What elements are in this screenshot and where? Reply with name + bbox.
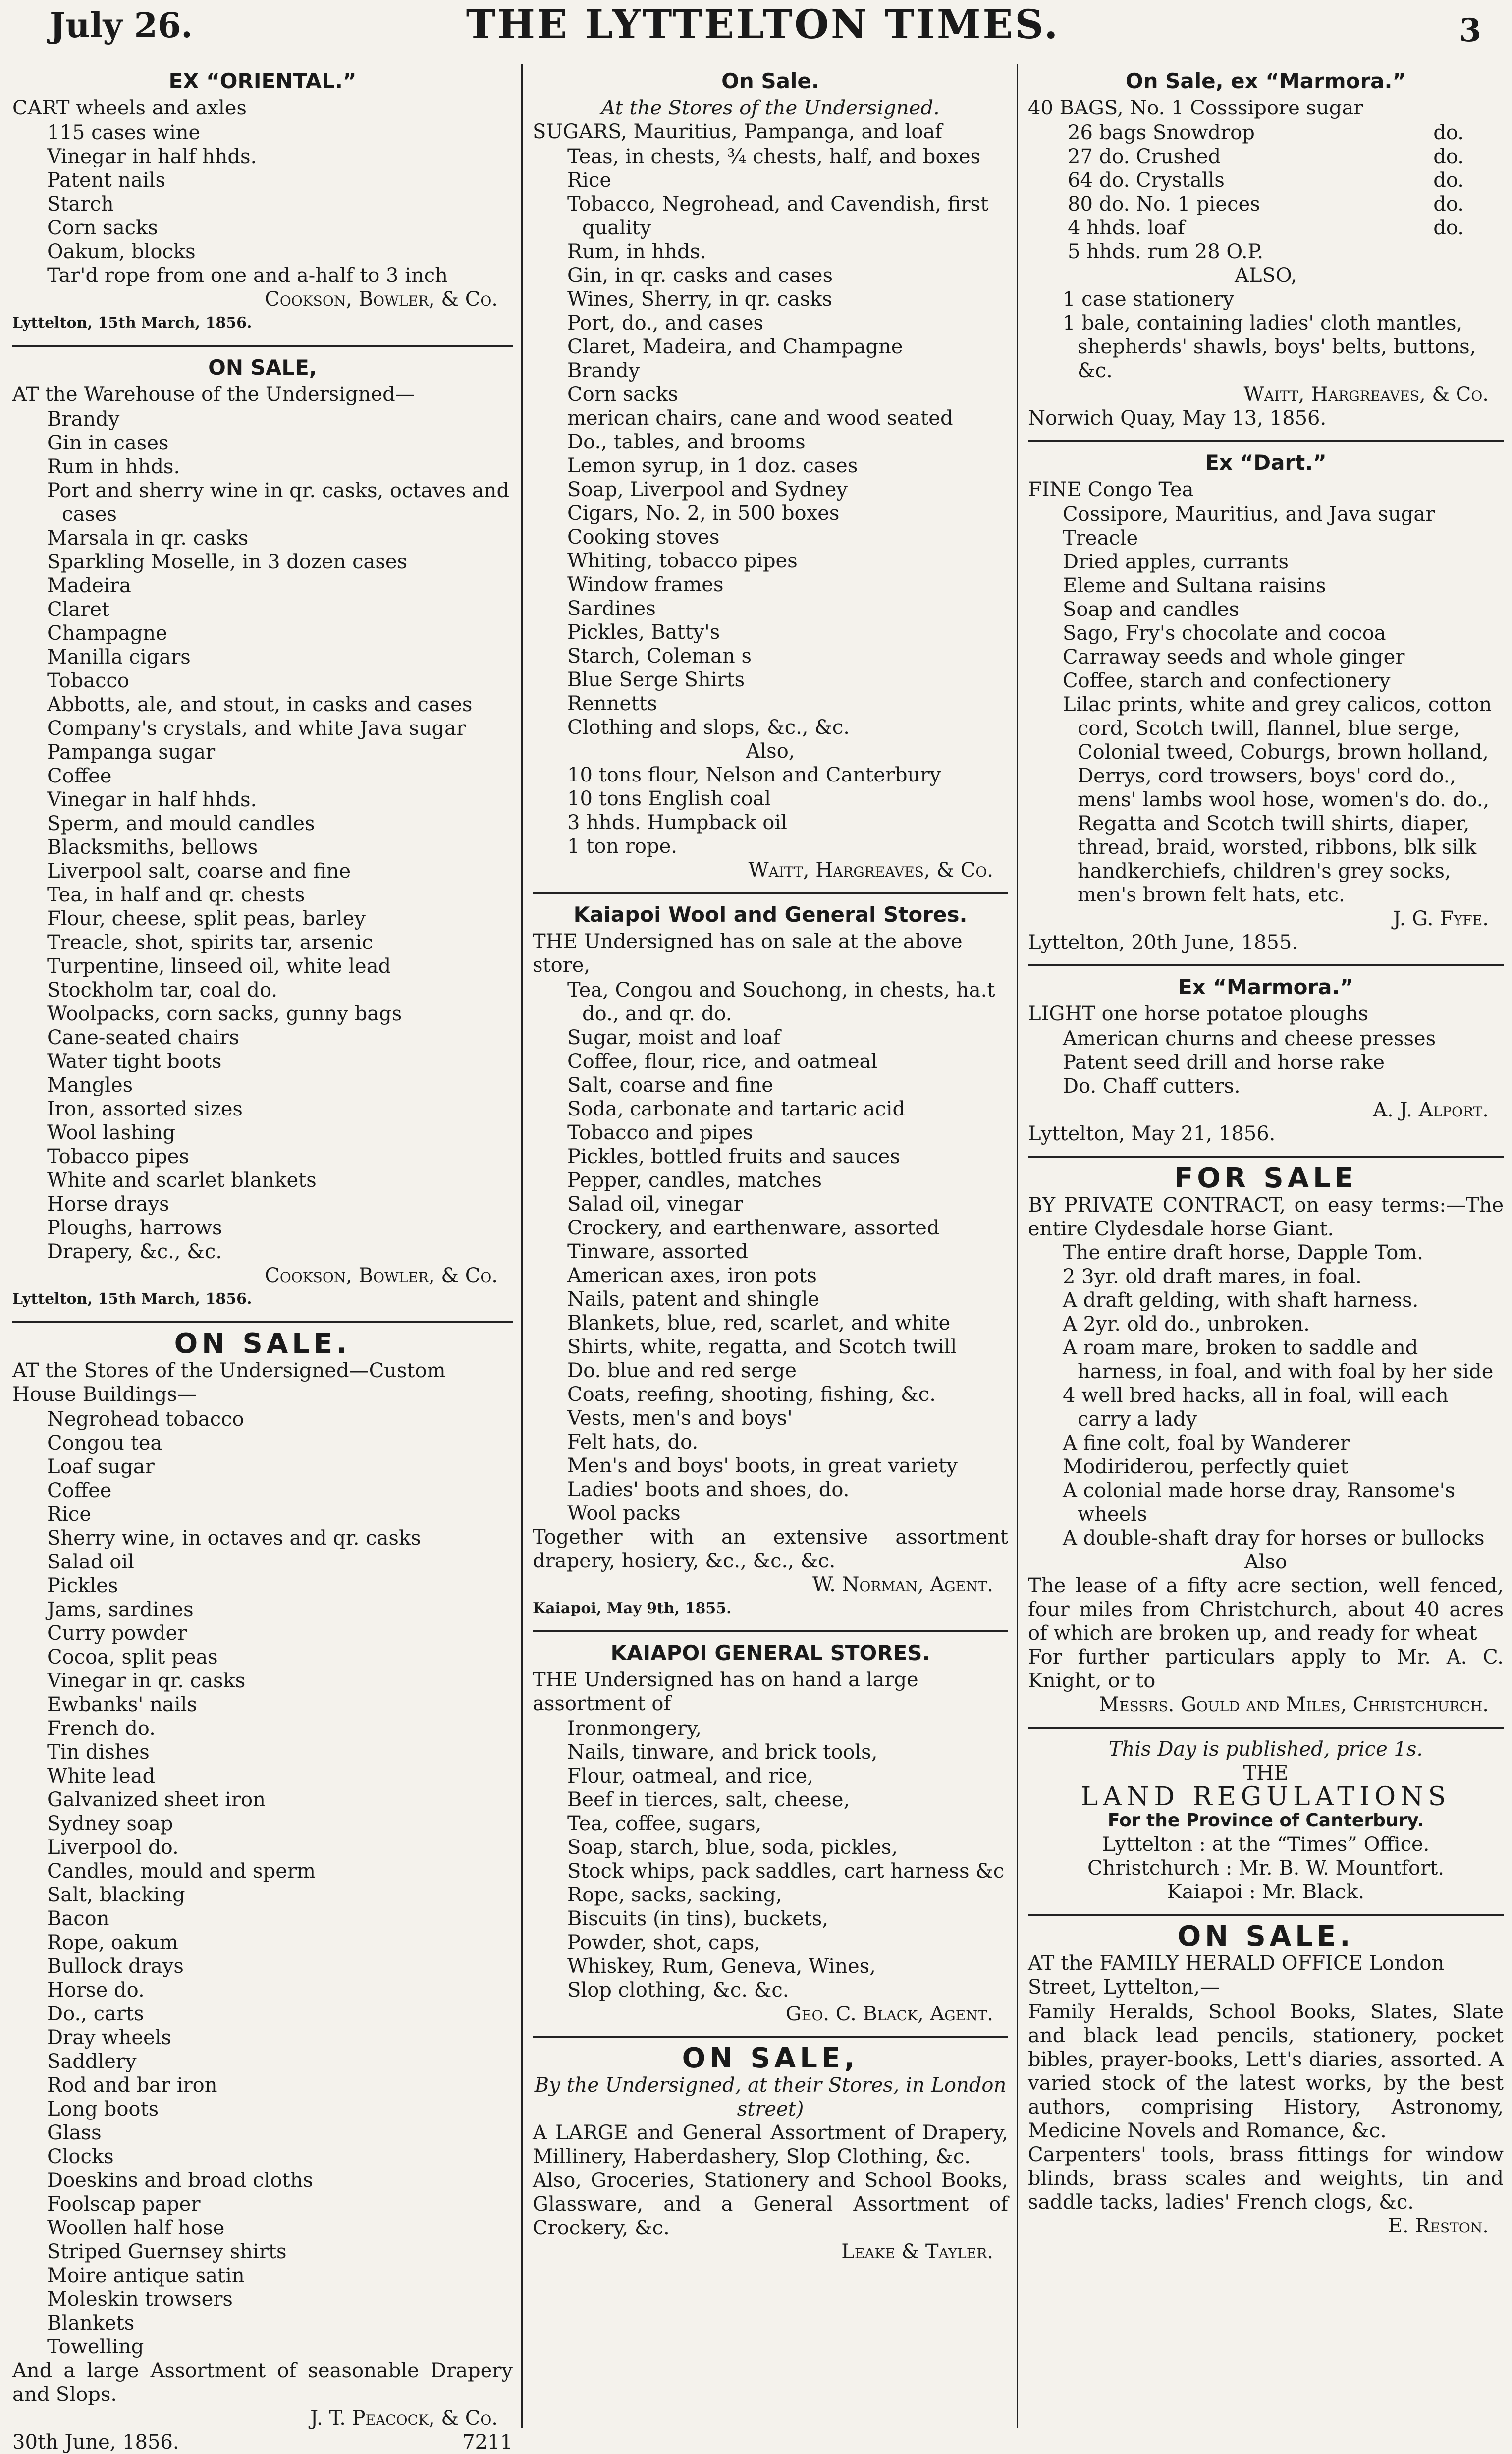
ad-subtitle: This Day is published, price 1s. bbox=[1108, 1738, 1423, 1761]
ad-paragraph: Carpenters' tools, brass fittings for window blinds, brass scales and weights, tin and saddle tacks, ladies' French clogs, &c. bbox=[1028, 2143, 1504, 2214]
list-item: Flour, oatmeal, and rice, bbox=[567, 1765, 813, 1787]
list-item: American axes, iron pots bbox=[567, 1264, 817, 1287]
list-item: Starch, Coleman s bbox=[567, 645, 752, 668]
list-item: Vinegar in half hhds. bbox=[47, 788, 257, 811]
list-item: Rennetts bbox=[567, 692, 657, 715]
ad-title: Ex “Marmora.” bbox=[1178, 975, 1354, 999]
list-item: Tin dishes bbox=[47, 1741, 150, 1764]
table-row bbox=[1028, 240, 1504, 264]
ad-on-sale-custom-house bbox=[12, 1321, 513, 2454]
ad-signature: Waitt, Hargreaves, & Co. bbox=[1243, 383, 1489, 406]
list-item: Clothing and slops, &c., &c. bbox=[567, 716, 850, 739]
list-item: Ladies' boots and shoes, do. bbox=[567, 1478, 850, 1501]
ad-place-date: Lyttelton, 15th March, 1856. bbox=[12, 314, 252, 332]
list-item: A 2yr. old do., unbroken. bbox=[1063, 1313, 1310, 1336]
list-item: Sugar, moist and loaf bbox=[567, 1026, 781, 1049]
ad-on-sale-stores bbox=[533, 69, 1008, 882]
list-item: A roam mare, broken to saddle and harness, in foal, and with foal by her side bbox=[1063, 1337, 1494, 1383]
list-item: Men's and boys' boots, in great variety bbox=[567, 1454, 958, 1477]
list-item: Cossipore, Mauritius, and Java sugar bbox=[1063, 503, 1435, 526]
list-item: Tea, Congou and Souchong, in chests, ha.t do., and qr. do. bbox=[567, 979, 995, 1025]
list-item: Cooking stoves bbox=[567, 526, 720, 549]
list-item: Woolpacks, corn sacks, gunny bags bbox=[47, 1003, 402, 1025]
the-label: THE bbox=[1243, 1762, 1289, 1785]
list-item: Glass bbox=[47, 2121, 102, 2144]
list-item: Lilac prints, white and grey calicos, cotton cord, Scotch twill, flannel, blue serge, Colonial tweed, Coburgs, brown holland, Derrys, cord trowsers, boys' cord do., mens' lambs wool hose, women's do. do., Regatta and Scotch twill shirts, diaper, thread, braid, worsted, ribbons, blk silk handkerchiefs, children's grey socks, men's brown felt hats, etc. bbox=[1063, 693, 1492, 906]
list-item: Soap and candles bbox=[1063, 598, 1240, 621]
item-list bbox=[12, 1407, 513, 2359]
list-item: Rod and bar iron bbox=[47, 2074, 217, 2097]
ad-signature: E. Reston. bbox=[1388, 2215, 1489, 2237]
list-item: 4 well bred hacks, all in foal, will each carry a lady bbox=[1063, 1384, 1449, 1431]
list-item: Lemon syrup, in 1 doz. cases bbox=[567, 454, 858, 477]
item-list bbox=[1028, 1027, 1504, 1098]
list-item: Tea, coffee, sugars, bbox=[567, 1812, 762, 1835]
list-item: Slop clothing, &c. &c. bbox=[567, 1979, 789, 2002]
list-item: Vests, men's and boys' bbox=[567, 1407, 793, 1430]
ad-title: ON SALE, bbox=[682, 2042, 859, 2074]
list-item: Starch bbox=[47, 193, 114, 216]
agent-line: Christchurch : Mr. B. W. Mountfort. bbox=[1087, 1857, 1444, 1880]
list-item: Horse do. bbox=[47, 1979, 145, 2002]
list-item: Curry powder bbox=[47, 1622, 187, 1645]
list-item: Rum in hhds. bbox=[47, 455, 180, 478]
list-item: A double-shaft dray for horses or bullocks bbox=[1063, 1527, 1485, 1550]
list-item: Doeskins and broad cloths bbox=[47, 2169, 313, 2192]
list-item: Galvanized sheet iron bbox=[47, 1788, 266, 1811]
list-item: Madeira bbox=[47, 574, 131, 597]
list-item: Striped Guernsey shirts bbox=[47, 2240, 287, 2263]
list-item: Cigars, No. 2, in 500 boxes bbox=[567, 502, 840, 525]
also-label: ALSO, bbox=[1234, 264, 1297, 287]
column-1 bbox=[12, 69, 513, 2454]
column-3 bbox=[1028, 69, 1504, 2428]
list-item: Tobacco and pipes bbox=[567, 1121, 753, 1144]
list-item: Water tight boots bbox=[47, 1050, 222, 1073]
list-item: Do., carts bbox=[47, 2003, 144, 2025]
column-rule bbox=[1017, 64, 1018, 2428]
list-item: Liverpool do. bbox=[47, 1836, 179, 1859]
ad-signature: J. T. Peacock, & Co. bbox=[310, 2407, 498, 2430]
list-item: Corn sacks bbox=[567, 383, 678, 406]
list-item: Bullock drays bbox=[47, 1955, 184, 1978]
list-item: Rice bbox=[47, 1503, 91, 1526]
ad-family-herald bbox=[1028, 1914, 1504, 2238]
list-item: Stock whips, pack saddles, cart harness &c bbox=[567, 1860, 1005, 1883]
ad-paragraph: Family Heralds, School Books, Slates, Slate and black lead pencils, stationery, pocket bibles, prayer-books, Lett's diaries, assorted. A varied stock of the latest works, by the best authors, comprising History, Astronomy, Medicine Novels and Romance, &c. bbox=[1028, 2001, 1504, 2142]
list-item: Do. Chaff cutters. bbox=[1063, 1075, 1241, 1098]
table-cell: 26 bags Snowdrop bbox=[1068, 121, 1255, 144]
ad-intro: LIGHT one horse potatoe ploughs bbox=[1028, 1003, 1368, 1025]
ad-title: On Sale, ex “Marmora.” bbox=[1125, 69, 1406, 93]
list-item: Sparkling Moselle, in 3 dozen cases bbox=[47, 551, 408, 573]
list-item: Negrohead tobacco bbox=[47, 1408, 244, 1431]
list-item: Treacle, shot, spirits tar, arsenic bbox=[47, 931, 373, 954]
ad-paragraph: Also, Groceries, Stationery and School Books, Glassware, and a General Assortment of Crockery, &c. bbox=[533, 2169, 1008, 2239]
table-cell: do. bbox=[1433, 169, 1464, 192]
ad-place-date: Lyttelton, May 21, 1856. bbox=[1028, 1122, 1276, 1145]
list-item: Modiriderou, perfectly quiet bbox=[1063, 1455, 1349, 1478]
ad-title: EX “ORIENTAL.” bbox=[168, 69, 357, 93]
list-item: Abbotts, ale, and stout, in casks and cases bbox=[47, 693, 473, 716]
list-item: A colonial made horse dray, Ransome's wheels bbox=[1063, 1479, 1456, 1526]
item-list bbox=[1028, 1241, 1504, 1550]
list-item: Salad oil, vinegar bbox=[567, 1193, 743, 1216]
list-item: Pickles, Batty's bbox=[567, 621, 720, 644]
list-item: Blacksmiths, bellows bbox=[47, 836, 258, 859]
list-item: Pepper, candles, matches bbox=[567, 1169, 822, 1192]
list-item: Cocoa, split peas bbox=[47, 1646, 218, 1669]
table-row bbox=[1028, 168, 1504, 192]
list-item: Marsala in qr. casks bbox=[47, 527, 249, 550]
ad-land-regulations bbox=[1028, 1727, 1504, 1904]
list-item: Soda, carbonate and tartaric acid bbox=[567, 1098, 906, 1120]
ad-place-date: Lyttelton, 20th June, 1855. bbox=[1028, 931, 1298, 954]
ad-ex-dart bbox=[1028, 440, 1504, 954]
list-item: Brandy bbox=[47, 408, 120, 431]
ad-signature: Cookson, Bowler, & Co. bbox=[265, 1264, 498, 1287]
ad-signature: J. G. Fyfe. bbox=[1393, 907, 1489, 930]
list-item: Soap, starch, blue, soda, pickles, bbox=[567, 1836, 898, 1859]
list-item: Vinegar in half hhds. bbox=[47, 145, 257, 168]
sugar-table bbox=[1028, 121, 1504, 264]
list-item: Nails, tinware, and brick tools, bbox=[567, 1741, 878, 1764]
ad-signature: Geo. C. Black, Agent. bbox=[786, 2003, 993, 2025]
list-item: Towelling bbox=[47, 2336, 144, 2358]
list-item: Claret, Madeira, and Champagne bbox=[567, 335, 903, 358]
list-item: Sardines bbox=[567, 597, 656, 620]
list-item: Mangles bbox=[47, 1074, 133, 1097]
ad-kaiapoi-general bbox=[533, 1630, 1008, 2026]
list-item: Teas, in chests, ¾ chests, half, and boxes bbox=[567, 145, 981, 168]
ad-intro: CART wheels and axles bbox=[12, 97, 247, 119]
ad-title: Kaiapoi Wool and General Stores. bbox=[573, 902, 968, 927]
table-cell: 80 do. No. 1 pieces bbox=[1068, 193, 1260, 216]
column-rule bbox=[521, 64, 523, 2428]
ad-intro: AT the FAMILY HERALD OFFICE London Street, Lyttelton,— bbox=[1028, 1952, 1445, 1999]
list-item: Manilla cigars bbox=[47, 646, 191, 669]
ad-intro: FINE Congo Tea bbox=[1028, 478, 1194, 501]
ad-title: KAIAPOI GENERAL STORES. bbox=[610, 1641, 930, 1665]
table-row bbox=[1028, 192, 1504, 216]
also-label: Also bbox=[1244, 1551, 1288, 1573]
table-cell: do. bbox=[1433, 145, 1464, 168]
table-cell: do. bbox=[1433, 121, 1464, 144]
list-item: Rice bbox=[567, 169, 611, 192]
list-item: Pickles bbox=[47, 1574, 118, 1597]
list-item: Rope, sacks, sacking, bbox=[567, 1884, 782, 1906]
ad-ex-oriental bbox=[12, 69, 513, 335]
list-item: Iron, assorted sizes bbox=[47, 1098, 243, 1120]
list-item: Patent nails bbox=[47, 169, 165, 192]
list-item: Stockholm tar, coal do. bbox=[47, 979, 278, 1002]
ad-code: 7211 bbox=[462, 2431, 513, 2454]
list-item: Dried apples, currants bbox=[1063, 551, 1289, 573]
list-item: White lead bbox=[47, 1765, 156, 1787]
list-item: Coffee bbox=[47, 1479, 112, 1502]
list-item: Saddlery bbox=[47, 2050, 137, 2073]
for-province: For the Province of Canterbury. bbox=[1107, 1810, 1424, 1831]
list-item: 10 tons flour, Nelson and Canterbury bbox=[567, 764, 941, 786]
list-item: Congou tea bbox=[47, 1432, 162, 1454]
list-item: Tobacco, Negrohead, and Cavendish, first quality bbox=[567, 193, 989, 239]
list-item: Carraway seeds and whole ginger bbox=[1063, 646, 1405, 669]
ad-signature: Waitt, Hargreaves, & Co. bbox=[748, 859, 993, 882]
list-item: 1 bale, containing ladies' cloth mantles, shepherds' shawls, boys' belts, buttons, &c. bbox=[1063, 312, 1476, 382]
list-item: French do. bbox=[47, 1717, 156, 1740]
list-item: Turpentine, linseed oil, white lead bbox=[47, 955, 391, 978]
list-item: Sperm, and mould candles bbox=[47, 812, 315, 835]
list-item: Biscuits (in tins), buckets, bbox=[567, 1907, 829, 1930]
list-item: Jams, sardines bbox=[47, 1598, 194, 1621]
item-list bbox=[533, 978, 1008, 1525]
list-item: Cane-seated chairs bbox=[47, 1026, 239, 1049]
ad-signature: W. Norman, Agent. bbox=[812, 1573, 993, 1596]
agent-line: Kaiapoi : Mr. Black. bbox=[1167, 1881, 1365, 1903]
ad-outro: Together with an extensive assortment drapery, hosiery, &c., &c., &c. bbox=[533, 1526, 1008, 1572]
ad-signature: Messrs. Gould and Miles, Christchurch. bbox=[1099, 1693, 1489, 1716]
ad-intro: THE Undersigned has on sale at the above store, bbox=[533, 930, 963, 977]
page-number: 3 bbox=[1459, 12, 1481, 49]
list-item: Corn sacks bbox=[47, 217, 158, 239]
list-item: Soap, Liverpool and Sydney bbox=[567, 478, 848, 501]
ad-title: FOR SALE bbox=[1174, 1162, 1358, 1194]
page-header bbox=[45, 1, 1481, 64]
item-list bbox=[533, 145, 1008, 739]
ad-title: On Sale. bbox=[721, 69, 819, 93]
ad-title: ON SALE. bbox=[1177, 1920, 1354, 1952]
ad-intro: 40 BAGS, No. 1 Cosssipore sugar bbox=[1028, 97, 1363, 119]
list-item: Brandy bbox=[567, 359, 640, 382]
list-item: Foolscap paper bbox=[47, 2193, 201, 2216]
ad-paragraph: For further particulars apply to Mr. A. C. Knight, or to bbox=[1028, 1646, 1504, 1692]
list-item: Company's crystals, and white Java sugar bbox=[47, 717, 466, 740]
list-item: Wool lashing bbox=[47, 1121, 176, 1144]
list-item: Bacon bbox=[47, 1907, 109, 1930]
ad-leake-tayler bbox=[533, 2036, 1008, 2264]
list-item: Coffee bbox=[47, 765, 112, 787]
ad-outro: And a large Assortment of seasonable Drapery and Slops. bbox=[12, 2359, 513, 2406]
list-item: Loaf sugar bbox=[47, 1455, 155, 1478]
list-item: Wines, Sherry, in qr. casks bbox=[567, 288, 832, 311]
ad-for-sale-horses bbox=[1028, 1156, 1504, 1717]
list-item: Beef in tierces, salt, cheese, bbox=[567, 1788, 850, 1811]
list-item: Port and sherry wine in qr. casks, octaves and cases bbox=[47, 479, 510, 526]
table-cell: 27 do. Crushed bbox=[1068, 145, 1221, 168]
list-item: American churns and cheese presses bbox=[1063, 1027, 1436, 1050]
ad-place-date: Norwich Quay, May 13, 1856. bbox=[1028, 407, 1327, 430]
list-item: Ironmongery, bbox=[567, 1717, 702, 1740]
ad-kaiapoi-wool bbox=[533, 892, 1008, 1620]
list-item: Patent seed drill and horse rake bbox=[1063, 1051, 1385, 1074]
table-row bbox=[1028, 145, 1504, 168]
list-item: Do. blue and red serge bbox=[567, 1359, 797, 1382]
list-item: Flour, cheese, split peas, barley bbox=[47, 907, 366, 930]
ad-title: ON SALE, bbox=[208, 355, 317, 380]
list-item: Drapery, &c., &c. bbox=[47, 1240, 222, 1263]
ad-ex-marmora-ploughs bbox=[1028, 964, 1504, 1146]
list-item: White and scarlet blankets bbox=[47, 1169, 317, 1192]
list-item: Treacle bbox=[1063, 527, 1138, 550]
list-item: Sago, Fry's chocolate and cocoa bbox=[1063, 622, 1386, 645]
ad-signature: A. J. Alport. bbox=[1373, 1099, 1489, 1121]
item-list bbox=[1028, 287, 1504, 383]
list-item: Pampanga sugar bbox=[47, 741, 216, 764]
ad-intro: SUGARS, Mauritius, Pampanga, and loaf bbox=[533, 120, 942, 143]
list-item: Salad oil bbox=[47, 1551, 134, 1573]
list-item: A fine colt, foal by Wanderer bbox=[1063, 1432, 1350, 1454]
item-list bbox=[1028, 502, 1504, 907]
list-item: Sherry wine, in octaves and qr. casks bbox=[47, 1527, 421, 1550]
issue-date: July 26. bbox=[50, 6, 193, 46]
list-item: 2 3yr. old draft mares, in foal. bbox=[1063, 1265, 1362, 1288]
table-row bbox=[1028, 216, 1504, 240]
list-item: Do., tables, and brooms bbox=[567, 431, 806, 453]
list-item: Tar'd rope from one and a-half to 3 inch bbox=[47, 264, 448, 287]
list-item: Blankets, blue, red, scarlet, and white bbox=[567, 1312, 951, 1335]
list-item: Whiting, tobacco pipes bbox=[567, 550, 798, 572]
list-item: Shirts, white, regatta, and Scotch twill bbox=[567, 1336, 957, 1358]
list-item: merican chairs, cane and wood seated bbox=[567, 407, 953, 430]
ad-subtitle: By the Undersigned, at their Stores, in London street) bbox=[534, 2074, 1007, 2120]
agent-line: Lyttelton : at the “Times” Office. bbox=[1102, 1833, 1430, 1856]
list-item: Ewbanks' nails bbox=[47, 1693, 197, 1716]
item-list bbox=[12, 407, 513, 1264]
table-cell: 64 do. Crystalls bbox=[1068, 169, 1225, 192]
list-item: Champagne bbox=[47, 622, 167, 645]
ad-footer bbox=[12, 2430, 513, 2454]
ad-intro: THE Undersigned has on hand a large assortment of bbox=[533, 1669, 918, 1715]
list-item: Tobacco pipes bbox=[47, 1145, 189, 1168]
also-label: Also, bbox=[746, 740, 795, 763]
list-item: Gin, in qr. casks and cases bbox=[567, 264, 833, 287]
list-item: Nails, patent and shingle bbox=[567, 1288, 819, 1311]
list-item: Whiskey, Rum, Geneva, Wines, bbox=[567, 1955, 876, 1978]
list-item: Coffee, starch and confectionery bbox=[1063, 669, 1391, 692]
list-item: Salt, blacking bbox=[47, 1884, 185, 1906]
table-cell: 4 hhds. loaf bbox=[1068, 217, 1185, 239]
list-item: 115 cases wine bbox=[47, 121, 201, 144]
ad-signature: Leake & Tayler. bbox=[841, 2240, 993, 2263]
list-item: Horse drays bbox=[47, 1193, 169, 1216]
list-item: Claret bbox=[47, 598, 110, 621]
list-item: 10 tons English coal bbox=[567, 787, 771, 810]
ad-place-date: Lyttelton, 15th March, 1856. bbox=[12, 1290, 252, 1308]
item-list bbox=[533, 763, 1008, 858]
item-list bbox=[12, 121, 513, 287]
ad-title: ON SALE. bbox=[174, 1328, 351, 1360]
list-item: 1 case stationery bbox=[1063, 288, 1234, 311]
list-item: Dray wheels bbox=[47, 2026, 172, 2049]
ad-intro: AT the Stores of the Undersigned—Custom House Buildings— bbox=[12, 1359, 446, 1406]
list-item: The entire draft horse, Dapple Tom. bbox=[1063, 1241, 1424, 1264]
list-item: Crockery, and earthenware, assorted bbox=[567, 1217, 940, 1239]
list-item: Coffee, flour, rice, and oatmeal bbox=[567, 1050, 878, 1073]
list-item: Salt, coarse and fine bbox=[567, 1074, 773, 1097]
ad-intro: AT the Warehouse of the Undersigned— bbox=[12, 383, 415, 406]
list-item: Powder, shot, caps, bbox=[567, 1931, 761, 1954]
list-item: Rope, oakum bbox=[47, 1931, 178, 1954]
list-item: Rum, in hhds. bbox=[567, 240, 706, 263]
list-item: Gin in cases bbox=[47, 432, 169, 454]
ad-paragraph: The lease of a fifty acre section, well fenced, four miles from Christchurch, about 40 acres of which are broken up, and ready for wheat bbox=[1028, 1574, 1504, 1645]
list-item: Oakum, blocks bbox=[47, 240, 196, 263]
list-item: Pickles, bottled fruits and sauces bbox=[567, 1145, 900, 1168]
ad-intro: A LARGE and General Assortment of Drapery, Millinery, Haberdashery, Slop Clothing, &c. bbox=[533, 2121, 1008, 2168]
list-item: Sydney soap bbox=[47, 1812, 173, 1835]
list-item: 3 hhds. Humpback oil bbox=[567, 811, 787, 834]
list-item: Coats, reefing, shooting, fishing, &c. bbox=[567, 1383, 936, 1406]
list-item: Tinware, assorted bbox=[567, 1240, 748, 1263]
list-item: Tobacco bbox=[47, 669, 129, 692]
column-2 bbox=[533, 69, 1008, 2428]
ad-intro: BY PRIVATE CONTRACT, on easy terms:—The entire Clydesdale horse Giant. bbox=[1028, 1194, 1504, 1240]
list-item: Moire antique satin bbox=[47, 2264, 245, 2287]
item-list bbox=[533, 1717, 1008, 2002]
ad-title: Ex “Dart.” bbox=[1205, 450, 1327, 475]
list-item: Ploughs, harrows bbox=[47, 1217, 222, 1239]
list-item: Woollen half hose bbox=[47, 2217, 225, 2239]
ad-place-date: Kaiapoi, May 9th, 1855. bbox=[533, 1600, 732, 1617]
list-item: Vinegar in qr. casks bbox=[47, 1670, 246, 1692]
list-item: A draft gelding, with shaft harness. bbox=[1063, 1289, 1419, 1312]
list-item: Moleskin trowsers bbox=[47, 2288, 233, 2311]
newspaper-title: THE LYTTELTON TIMES. bbox=[466, 1, 1060, 48]
list-item: Blue Serge Shirts bbox=[567, 669, 745, 691]
list-item: Wool packs bbox=[567, 1502, 681, 1525]
list-item: Blankets bbox=[47, 2312, 135, 2335]
ad-on-sale-warehouse bbox=[12, 345, 513, 1311]
list-item: Long boots bbox=[47, 2098, 159, 2120]
table-cell: 5 hhds. rum 28 O.P. bbox=[1068, 240, 1264, 263]
list-item: Window frames bbox=[567, 573, 724, 596]
list-item: Felt hats, do. bbox=[567, 1431, 699, 1453]
list-item: Tea, in half and qr. chests bbox=[47, 884, 305, 906]
list-item: Eleme and Sultana raisins bbox=[1063, 574, 1326, 597]
ad-signature: Cookson, Bowler, & Co. bbox=[265, 288, 498, 311]
table-cell: do. bbox=[1433, 217, 1464, 239]
list-item: Port, do., and cases bbox=[567, 312, 764, 335]
ad-subtitle: At the Stores of the Undersigned. bbox=[601, 97, 940, 119]
table-cell: do. bbox=[1433, 193, 1464, 216]
ad-ex-marmora-sugar bbox=[1028, 69, 1504, 430]
list-item: Clocks bbox=[47, 2145, 114, 2168]
list-item: 1 ton rope. bbox=[567, 835, 677, 858]
list-item: Liverpool salt, coarse and fine bbox=[47, 860, 351, 883]
ad-title: LAND REGULATIONS bbox=[1080, 1782, 1451, 1812]
list-item: Candles, mould and sperm bbox=[47, 1860, 316, 1883]
table-row bbox=[1028, 121, 1504, 145]
ad-place-date: 30th June, 1856. bbox=[12, 2431, 179, 2454]
